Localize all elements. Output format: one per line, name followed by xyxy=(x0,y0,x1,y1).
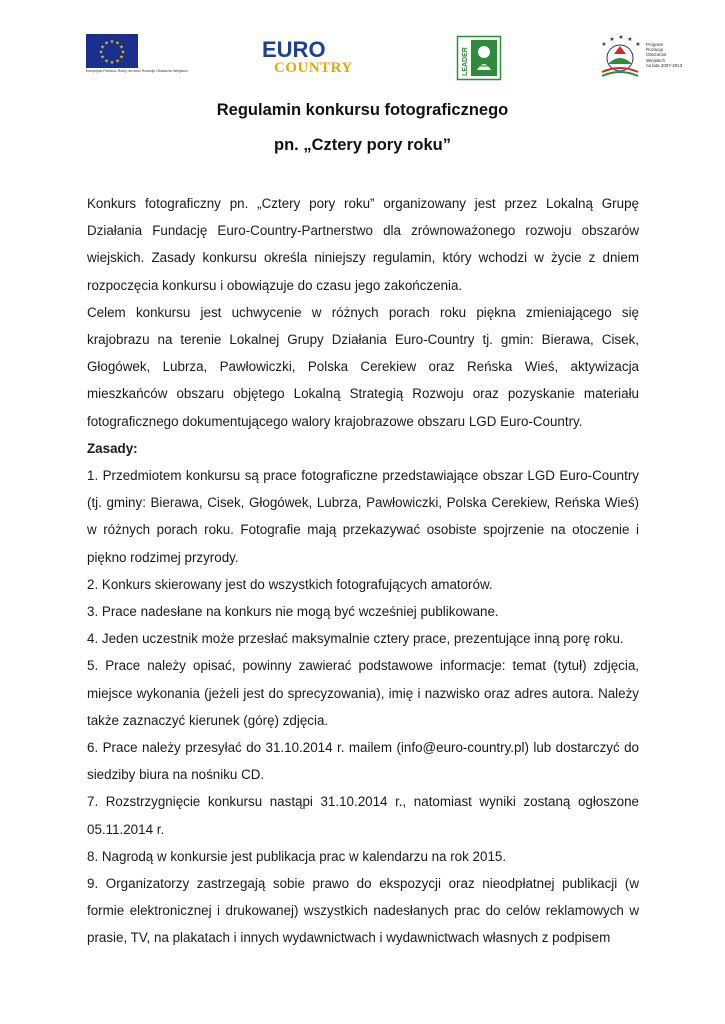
svg-text:★: ★ xyxy=(104,58,109,65)
rule-item: 4. Jeden uczestnik może przesłać maksymalnie cztery prace, prezentujące inną porę roku. xyxy=(87,631,624,647)
euro-country-logo-line1: EURO xyxy=(262,37,326,62)
prow-caption-line1: Program xyxy=(646,42,664,47)
rules-heading: Zasady: xyxy=(87,440,138,456)
document-subtitle: pn. „Cztery pory roku” xyxy=(274,136,451,154)
euro-country-logo xyxy=(262,37,353,84)
prow-caption-line5: na lata 2007-2013 xyxy=(646,62,683,68)
rule-item: 9. Organizatorzy zastrzegają sobie prawo do ekspozycji oraz nieodpłatnej publikacji (w formie elektronicznej i drukowanej) wszystkich nadesłanych prac do celów reklamowych w prasie, TV, na plakatach i innych wydawnictwach i wydawnictwach własnych z podpisem xyxy=(87,876,639,946)
rule-item: 1. Przedmiotem konkursu są prace fotograficzne przedstawiające obszar LGD Euro-Country (tj. gminy: Bierawa, Cisek, Głogówek, Lubrza, Pawłowiczki, Polska Cerekiew, Reńska Wieś) w różnych porach roku. Fotografie mają przekazywać osobiste spojrzenie na otoczenie i piękno rodzimej przyrody. xyxy=(87,468,639,565)
prow-logo xyxy=(594,34,683,80)
svg-text:★: ★ xyxy=(601,41,607,48)
svg-text:★: ★ xyxy=(98,49,104,56)
svg-text:★: ★ xyxy=(627,36,633,43)
svg-text:★: ★ xyxy=(109,60,115,66)
document-body xyxy=(87,190,639,952)
eu-stars-icon xyxy=(86,34,138,68)
svg-text:★: ★ xyxy=(104,40,109,47)
leader-logo xyxy=(457,36,501,80)
svg-text:★: ★ xyxy=(609,36,615,43)
prow-caption-line3: Obszarów xyxy=(646,52,667,58)
prow-emblem-icon xyxy=(594,34,646,80)
rule-item: 7. Rozstrzygnięcie konkursu nastąpi 31.10.2014 r., natomiast wyniki zostaną ogłoszone 05.11.2014 r. xyxy=(87,794,639,837)
svg-text:★: ★ xyxy=(119,44,124,51)
leader-logo-text: LEADER xyxy=(462,47,469,76)
rule-item: 8. Nagrodą w konkursie jest publikacja prac w kalendarzu na rok 2015. xyxy=(87,848,507,864)
rule-item: 5. Prace należy opisać, powinny zawierać podstawowe informacje: temat (tytuł) zdjęcia, miejsce wykonania (jeżeli jest do sprecyzowania), imię i nazwisko oraz adres autora. Należy także zaznaczyć kierunek (górę) zdjęcia. xyxy=(87,658,639,728)
eu-flag-icon xyxy=(86,34,138,68)
eu-logo xyxy=(86,34,188,80)
intro-paragraph: Konkurs fotograficzny pn. „Cztery pory roku” organizowany jest przez Lokalną Grupę Działania Fundację Euro-Country-Partnerstwo dla zrównoważonego rozwoju obszarów wiejskich. Zasady konkursu określa niniejszy regulamin, który wchodzi w życie z dniem rozpoczęcia konkursu i obowiązuje do czasu jego zakończenia. xyxy=(87,196,639,293)
svg-text:★: ★ xyxy=(115,40,120,47)
document-title: Regulamin konkursu fotograficznego xyxy=(216,101,509,119)
eu-caption: Europejski Fundusz Rolny na rzecz Rozwoju Obszarów Wiejskich xyxy=(86,69,188,73)
svg-text:★: ★ xyxy=(120,49,126,56)
svg-text:★: ★ xyxy=(635,41,641,48)
rule-item: 2. Konkurs skierowany jest do wszystkich fotografujących amatorów. xyxy=(87,576,493,592)
prow-caption xyxy=(646,42,682,68)
euro-country-logo-line2: COUNTRY xyxy=(274,60,353,76)
svg-text:★: ★ xyxy=(109,39,115,45)
rule-item: 6. Prace należy przesyłać do 31.10.2014 r. mailem (info@euro-country.pl) lub dostarczyć do siedziby biura na nośniku CD. xyxy=(87,740,639,783)
rule-item: 3. Prace nadesłane na konkurs nie mogą być wcześniej publikowane. xyxy=(87,604,499,620)
svg-text:★: ★ xyxy=(100,54,105,61)
leader-vertical-text xyxy=(459,38,469,78)
svg-text:★: ★ xyxy=(115,58,120,65)
prow-caption-line4: Wiejskich xyxy=(646,57,666,63)
goal-paragraph: Celem konkursu jest uchwycenie w różnych porach roku piękna zmieniającego się krajobrazu na terenie Lokalnej Grupy Działania Euro-Country tj. gmin: Bierawa, Cisek, Głogówek, Lubrza, Pawłowiczki, Polska Cerekiew oraz Reńska Wieś, aktywizacja mieszkańców obszaru objętego Lokalną Strategią Rozwoju oraz pozyskanie materiału fotograficznego dokumentującego walory krajobrazowe obszaru LGD Euro-Country. xyxy=(87,304,639,429)
svg-text:★: ★ xyxy=(119,54,124,61)
svg-text:★: ★ xyxy=(100,44,105,51)
svg-text:★: ★ xyxy=(618,34,624,41)
prow-caption-line2: Rozwoju xyxy=(646,47,664,53)
